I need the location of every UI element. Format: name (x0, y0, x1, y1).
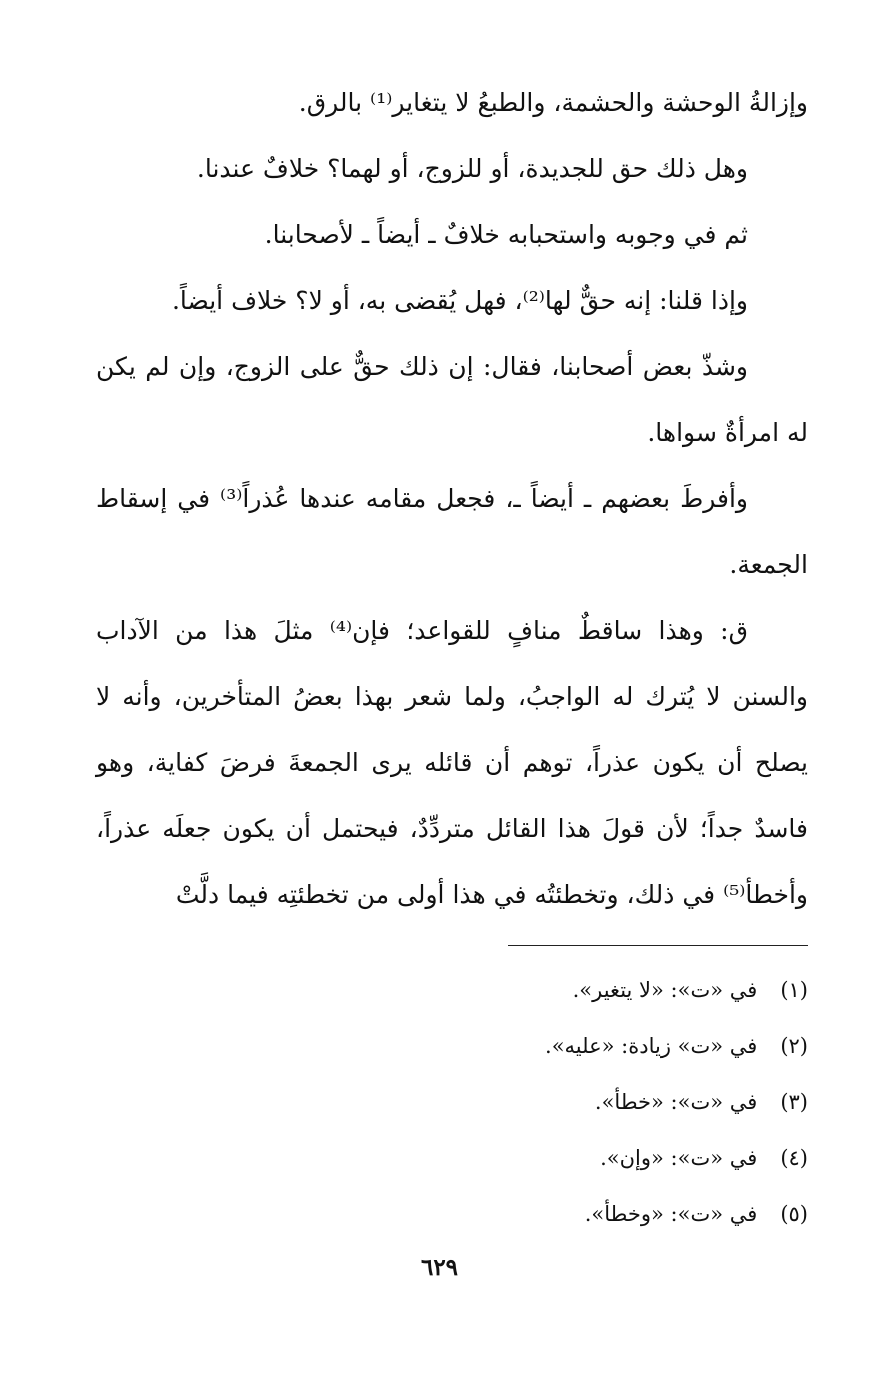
page-number: ٦٢٩ (420, 1254, 459, 1281)
footnote-text: في «ت»: «خطأ». (594, 1090, 758, 1114)
footnote-number: (٤) (780, 1146, 808, 1170)
footnotes (96, 962, 808, 1242)
paragraph: وإزالةُ الوحشة والحشمة، والطبعُ لا يتغاير⁽¹⁾ بالرق. (298, 88, 808, 117)
footnote-item (96, 1018, 808, 1074)
footnote-item (96, 1130, 808, 1186)
paragraph: وشذّ بعض أصحابنا، فقال: إن ذلك حقٌّ على الزوج، وإن لم يكن له امرأةٌ سواها. (96, 352, 808, 447)
footnote-number: (٥) (780, 1202, 808, 1226)
footnote-text: في «ت»: «وخطأ». (584, 1202, 758, 1226)
paragraph: ق: وهذا ساقطٌ منافٍ للقواعد؛ فإن⁽⁴⁾ مثلَ هذا من الآداب والسنن لا يُترك له الواجبُ، ولما شعر بهذا بعضُ المتأخرين، وأنه لا يصلح أن يكون عذراً، توهم أن قائله يرى الجمعةَ فرضَ كفاية، وهو فاسدٌ جداً؛ لأن قولَ هذا القائل متردِّدٌ، فيحتمل أن يكون جعلَه عذراً، وأخطأ⁽⁵⁾ في ذلك، وتخطئتُه في هذا أولى من تخطئتِه فيما دلَّتْ (96, 616, 808, 909)
paragraph: وهل ذلك حق للجديدة، أو للزوج، أو لهما؟ خلافٌ عندنا. (196, 154, 748, 183)
footnote-number: (٣) (780, 1090, 808, 1114)
main-text (96, 70, 808, 928)
footnote-divider (508, 945, 808, 946)
paragraph: وأفرطَ بعضهم ـ أيضاً ـ، فجعل مقامه عندها عُذراً⁽³⁾ في إسقاط الجمعة. (96, 484, 808, 579)
paragraph: وإذا قلنا: إنه حقٌّ لها⁽²⁾، فهل يُقضى به، أو لا؟ خلاف أيضاً. (171, 286, 748, 315)
footnote-number: (١) (780, 978, 808, 1002)
footnote-text: في «ت» زيادة: «عليه». (545, 1034, 758, 1058)
footnote-item (96, 1074, 808, 1130)
footnote-item (96, 962, 808, 1018)
footnote-text: في «ت»: «لا يتغير». (572, 978, 758, 1002)
footnote-item (96, 1186, 808, 1242)
footnote-number: (٢) (780, 1034, 808, 1058)
paragraph: ثم في وجوبه واستحبابه خلافٌ ـ أيضاً ـ لأصحابنا. (264, 220, 748, 249)
footnote-text: في «ت»: «وإن». (600, 1146, 758, 1170)
